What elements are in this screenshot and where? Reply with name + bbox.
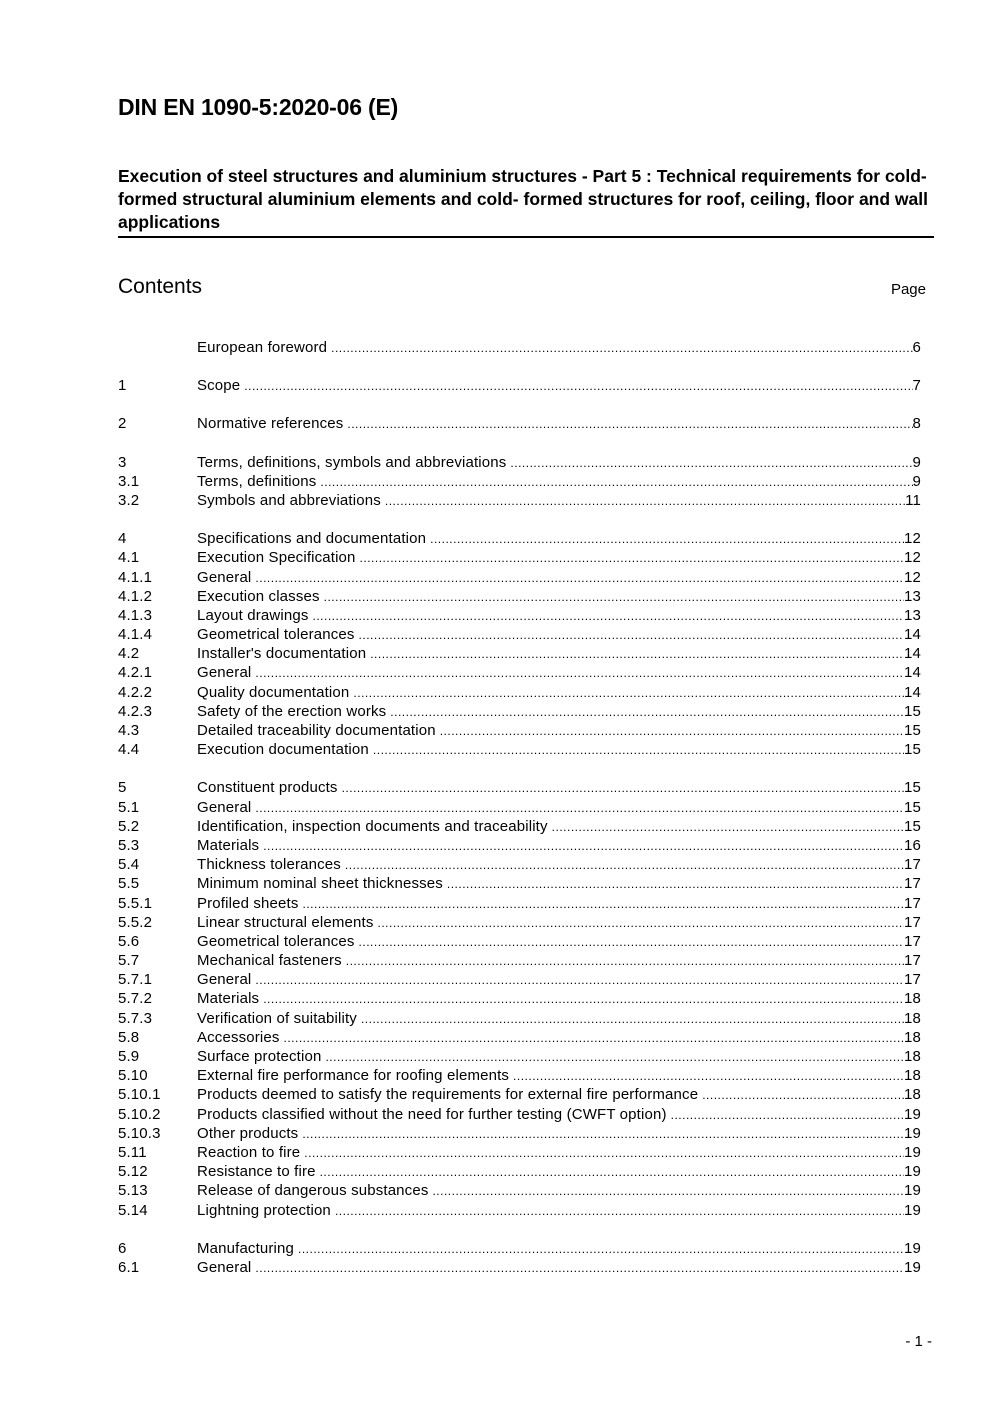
toc-entry-number: 5.7.2: [118, 990, 153, 1008]
toc-dot-leader: [325, 1050, 904, 1064]
toc-entry-number: 4: [118, 530, 127, 548]
toc-entry-number: 3.2: [118, 491, 140, 509]
toc-entry[interactable]: [118, 1048, 921, 1067]
toc-entry-number: 4.1.4: [118, 626, 153, 644]
toc-dot-leader: [255, 1261, 904, 1275]
toc-entry[interactable]: [118, 607, 921, 626]
toc-entry[interactable]: [118, 837, 921, 856]
toc-group: [118, 339, 921, 358]
toc-entry-title: Products deemed to satisfy the requirements for external fire performance: [197, 1086, 699, 1104]
toc-entry[interactable]: [118, 952, 921, 971]
toc-entry[interactable]: [118, 492, 921, 511]
toc-entry-title: General: [197, 971, 252, 989]
toc-entry[interactable]: [118, 339, 921, 358]
toc-dot-leader: [359, 628, 904, 642]
toc-entry-title: Lightning protection: [197, 1201, 331, 1219]
toc-entry[interactable]: [118, 1259, 921, 1278]
toc-entry-number: 5.7.3: [118, 1009, 153, 1027]
toc-dot-leader: [331, 341, 912, 355]
toc-dot-leader: [298, 1242, 904, 1256]
toc-entry-title: Reaction to fire: [197, 1143, 301, 1161]
toc-entry[interactable]: [118, 799, 921, 818]
toc-dot-leader: [671, 1108, 904, 1122]
toc-group: [118, 415, 921, 434]
toc-entry[interactable]: [118, 1163, 921, 1182]
toc-entry-number: 3.1: [118, 472, 140, 490]
toc-entry-page: 14: [904, 664, 921, 682]
toc-entry-page: 9: [912, 453, 921, 471]
toc-dot-leader: [552, 820, 904, 834]
toc-dot-leader: [255, 571, 904, 585]
toc-entry-title: Materials: [197, 836, 260, 854]
toc-dot-leader: [335, 1204, 904, 1218]
toc-entry-number: 5.7.1: [118, 971, 153, 989]
toc-dot-leader: [361, 1012, 904, 1026]
toc-entry[interactable]: [118, 454, 921, 473]
toc-entry-page: 17: [904, 875, 921, 893]
toc-entry[interactable]: [118, 415, 921, 434]
toc-dot-leader: [312, 609, 904, 623]
toc-entry-number: 4.3: [118, 722, 140, 739]
toc-entry-title: Surface protection: [197, 1048, 322, 1065]
toc-entry-page: 13: [904, 587, 921, 605]
toc-entry[interactable]: [118, 875, 921, 894]
toc-entry-page: 19: [904, 1201, 921, 1219]
toc-dot-leader: [244, 379, 912, 393]
page-column-label: Page: [890, 281, 926, 298]
toc-entry-title: General: [197, 1258, 252, 1276]
toc-entry[interactable]: [118, 684, 921, 703]
toc-entry[interactable]: [118, 1086, 921, 1105]
toc-entry-page: 17: [904, 894, 921, 912]
toc-entry-page: 8: [912, 415, 921, 433]
toc-entry-number: 5.1: [118, 798, 140, 816]
toc-dot-leader: [346, 954, 904, 968]
toc-entry-title: Terms, definitions: [197, 472, 317, 490]
toc-entry-page: 7: [912, 377, 921, 395]
toc-entry-title: Mechanical fasteners: [197, 952, 342, 970]
toc-entry-title: Execution Specification: [197, 549, 356, 567]
toc-dot-leader: [320, 475, 912, 489]
toc-entry-number: 5.10.3: [118, 1124, 161, 1142]
toc-entry[interactable]: [118, 473, 921, 492]
toc-entry-number: 4.1.3: [118, 606, 153, 624]
toc-dot-leader: [304, 1146, 904, 1160]
toc-group: [118, 1240, 921, 1278]
document-subtitle: Execution of steel structures and aluminium structures - Part 5 : Technical requirements for cold-formed structural aluminium elements and cold- formed structures for roof, ceiling, floor and wall applications: [118, 165, 934, 238]
toc-entry-number: 5: [118, 779, 127, 797]
toc-entry-page: 12: [904, 568, 921, 586]
toc-dot-leader: [324, 590, 904, 604]
toc-entry[interactable]: [118, 971, 921, 990]
toc-entry-title: Layout drawings: [197, 606, 309, 624]
toc-entry[interactable]: [118, 1029, 921, 1048]
toc-dot-leader: [342, 781, 904, 795]
toc-entry-number: 5.6: [118, 932, 140, 950]
toc-entry-number: 6.1: [118, 1258, 140, 1276]
toc-entry-page: 14: [904, 626, 921, 644]
toc-dot-leader: [702, 1088, 904, 1102]
toc-entry[interactable]: [118, 1106, 921, 1125]
toc-dot-leader: [302, 897, 904, 911]
toc-entry[interactable]: [118, 664, 921, 683]
toc-dot-leader: [255, 973, 904, 987]
toc-entry-page: 12: [904, 530, 921, 548]
toc-entry-page: 16: [904, 836, 921, 854]
toc-entry-page: 19: [904, 1239, 921, 1257]
toc-entry-title: Terms, definitions, symbols and abbreviations: [197, 453, 507, 471]
toc-entry[interactable]: [118, 530, 921, 549]
toc-entry-page: 17: [904, 856, 921, 874]
toc-dot-leader: [513, 1069, 904, 1083]
toc-entry-page: 19: [904, 1124, 921, 1142]
toc-entry-title: Geometrical tolerances: [197, 626, 355, 644]
toc-entry-page: 19: [904, 1258, 921, 1276]
toc-entry[interactable]: [118, 1125, 921, 1144]
toc-entry-title: Linear structural elements: [197, 913, 374, 931]
toc-entry-title: Release of dangerous substances: [197, 1182, 429, 1200]
toc-entry-number: 5.10.2: [118, 1105, 161, 1123]
toc-entry-title: Resistance to fire: [197, 1163, 316, 1181]
toc-entry[interactable]: [118, 990, 921, 1009]
toc-entry-page: 19: [904, 1105, 921, 1123]
toc-dot-leader: [347, 417, 912, 431]
toc-entry-title: Execution documentation: [197, 741, 369, 759]
toc-entry[interactable]: [118, 1010, 921, 1029]
toc-dot-leader: [320, 1165, 904, 1179]
toc-entry-number: 5.9: [118, 1048, 140, 1065]
toc-dot-leader: [440, 724, 904, 738]
toc-entry-page: 18: [904, 1086, 921, 1104]
toc-entry-title: Geometrical tolerances: [197, 932, 355, 950]
toc-entry-title: General: [197, 664, 252, 682]
toc-dot-leader: [345, 858, 904, 872]
toc-entry[interactable]: [118, 741, 921, 760]
toc-entry[interactable]: [118, 1182, 921, 1201]
toc-entry-number: 2: [118, 415, 127, 433]
toc-dot-leader: [373, 743, 904, 757]
toc-entry-title: Verification of suitability: [197, 1009, 357, 1027]
toc-entry-title: Constituent products: [197, 779, 338, 797]
contents-heading: Contents: [118, 275, 203, 298]
toc-entry-title: Profiled sheets: [197, 894, 299, 912]
toc-group: [118, 530, 921, 760]
toc-entry-page: 18: [904, 1009, 921, 1027]
toc-entry[interactable]: [118, 818, 921, 837]
toc-entry-number: 6: [118, 1239, 127, 1257]
toc-entry-number: 5.5.1: [118, 894, 153, 912]
toc-entry-page: 14: [904, 683, 921, 701]
toc-entry-page: 17: [904, 971, 921, 989]
toc-entry-title: Products classified without the need for further testing (CWFT option): [197, 1105, 667, 1123]
toc-dot-leader: [302, 1127, 904, 1141]
toc-entry-page: 19: [904, 1143, 921, 1161]
toc-entry[interactable]: [118, 914, 921, 933]
toc-entry-title: Symbols and abbreviations: [197, 491, 381, 509]
toc-entry-page: 15: [904, 722, 921, 739]
toc-entry[interactable]: [118, 933, 921, 952]
toc-entry-page: 18: [904, 1028, 921, 1046]
toc-entry-number: 5.7: [118, 952, 140, 970]
toc-entry-page: 14: [904, 645, 921, 663]
table-of-contents: [118, 339, 921, 1297]
toc-entry[interactable]: [118, 1202, 921, 1221]
toc-entry-number: 5.5: [118, 875, 140, 893]
toc-dot-leader: [430, 532, 904, 546]
toc-entry-page: 9: [912, 472, 921, 490]
toc-entry-title: Manufacturing: [197, 1239, 295, 1257]
toc-entry[interactable]: [118, 588, 921, 607]
toc-dot-leader: [447, 877, 904, 891]
toc-entry[interactable]: [118, 856, 921, 875]
toc-entry-title: General: [197, 798, 252, 816]
toc-entry-number: 5.4: [118, 856, 140, 874]
toc-dot-leader: [510, 456, 912, 470]
toc-entry[interactable]: [118, 569, 921, 588]
toc-entry-number: 5.14: [118, 1201, 148, 1219]
toc-entry-title: General: [197, 568, 252, 586]
toc-entry-title: Identification, inspection documents and traceability: [197, 817, 548, 835]
toc-entry-page: 15: [904, 798, 921, 816]
toc-entry-title: Installer's documentation: [197, 645, 367, 663]
toc-entry-title: European foreword: [197, 339, 328, 356]
toc-dot-leader: [385, 494, 905, 508]
toc-entry-number: 4.2.1: [118, 664, 153, 682]
toc-entry[interactable]: [118, 645, 921, 664]
toc-entry-page: 15: [904, 741, 921, 759]
toc-dot-leader: [359, 935, 904, 949]
toc-entry-page: 15: [904, 702, 921, 720]
toc-dot-leader: [263, 992, 904, 1006]
toc-entry-page: 17: [904, 952, 921, 970]
toc-entry-title: Minimum nominal sheet thicknesses: [197, 875, 443, 893]
toc-dot-leader: [360, 551, 904, 565]
toc-entry-number: 5.2: [118, 817, 140, 835]
toc-entry-number: 4.2.3: [118, 702, 153, 720]
toc-entry[interactable]: [118, 722, 921, 741]
page-number: - 1 -: [905, 1333, 932, 1350]
toc-entry[interactable]: [118, 549, 921, 568]
toc-entry-title: Quality documentation: [197, 683, 350, 701]
toc-group: [118, 377, 921, 396]
toc-entry-title: Execution classes: [197, 587, 320, 605]
toc-dot-leader: [390, 705, 904, 719]
toc-entry-page: 18: [904, 1067, 921, 1085]
toc-entry-number: 5.10.1: [118, 1086, 161, 1104]
toc-entry-page: 11: [905, 491, 921, 509]
toc-group: [118, 779, 921, 1220]
toc-dot-leader: [255, 666, 904, 680]
toc-dot-leader: [263, 839, 904, 853]
toc-entry-title: Specifications and documentation: [197, 530, 427, 548]
toc-entry-title: Normative references: [197, 415, 344, 433]
toc-entry-number: 5.12: [118, 1163, 148, 1181]
toc-entry-number: 4.2: [118, 645, 140, 663]
toc-entry-number: 5.5.2: [118, 913, 153, 931]
toc-dot-leader: [255, 801, 904, 815]
toc-entry-title: Scope: [197, 377, 241, 395]
toc-entry[interactable]: [118, 377, 921, 396]
toc-entry[interactable]: [118, 1144, 921, 1163]
toc-entry-number: 1: [118, 377, 127, 395]
toc-entry[interactable]: [118, 626, 921, 645]
toc-entry[interactable]: [118, 703, 921, 722]
toc-entry-number: 5.13: [118, 1182, 148, 1200]
toc-entry-number: 5.11: [118, 1143, 147, 1161]
toc-entry-page: 18: [904, 1048, 921, 1065]
toc-entry-title: Safety of the erection works: [197, 702, 387, 720]
toc-entry-title: Detailed traceability documentation: [197, 722, 436, 739]
toc-entry-page: 15: [904, 779, 921, 797]
toc-dot-leader: [370, 647, 904, 661]
toc-entry[interactable]: [118, 1240, 921, 1259]
toc-entry-number: 5.10: [118, 1067, 148, 1085]
toc-dot-leader: [432, 1184, 904, 1198]
toc-entry-page: 19: [904, 1163, 921, 1181]
toc-entry-number: 5.3: [118, 836, 140, 854]
toc-dot-leader: [353, 686, 904, 700]
toc-entry[interactable]: [118, 1067, 921, 1086]
toc-entry[interactable]: [118, 779, 921, 798]
toc-entry-title: Other products: [197, 1124, 299, 1142]
toc-entry-number: 4.1.1: [118, 568, 153, 586]
toc-entry-page: 6: [912, 339, 921, 356]
toc-dot-leader: [284, 1031, 904, 1045]
toc-entry-number: 4.1.2: [118, 587, 153, 605]
toc-entry[interactable]: [118, 895, 921, 914]
toc-entry-number: 3: [118, 453, 127, 471]
toc-entry-page: 19: [904, 1182, 921, 1200]
toc-entry-page: 15: [904, 817, 921, 835]
toc-entry-number: 5.8: [118, 1028, 140, 1046]
toc-dot-leader: [377, 916, 904, 930]
toc-entry-page: 17: [904, 913, 921, 931]
toc-entry-title: External fire performance for roofing elements: [197, 1067, 510, 1085]
toc-entry-page: 13: [904, 606, 921, 624]
toc-entry-page: 18: [904, 990, 921, 1008]
toc-group: [118, 454, 921, 512]
toc-entry-page: 17: [904, 932, 921, 950]
toc-entry-number: 4.2.2: [118, 683, 153, 701]
toc-entry-number: 4.4: [118, 741, 140, 759]
document-title: DIN EN 1090-5:2020-06 (E): [118, 94, 399, 120]
toc-entry-title: Materials: [197, 990, 260, 1008]
toc-entry-title: Thickness tolerances: [197, 856, 341, 874]
toc-entry-title: Accessories: [197, 1028, 280, 1046]
toc-entry-number: 4.1: [118, 549, 140, 567]
toc-entry-page: 12: [904, 549, 921, 567]
